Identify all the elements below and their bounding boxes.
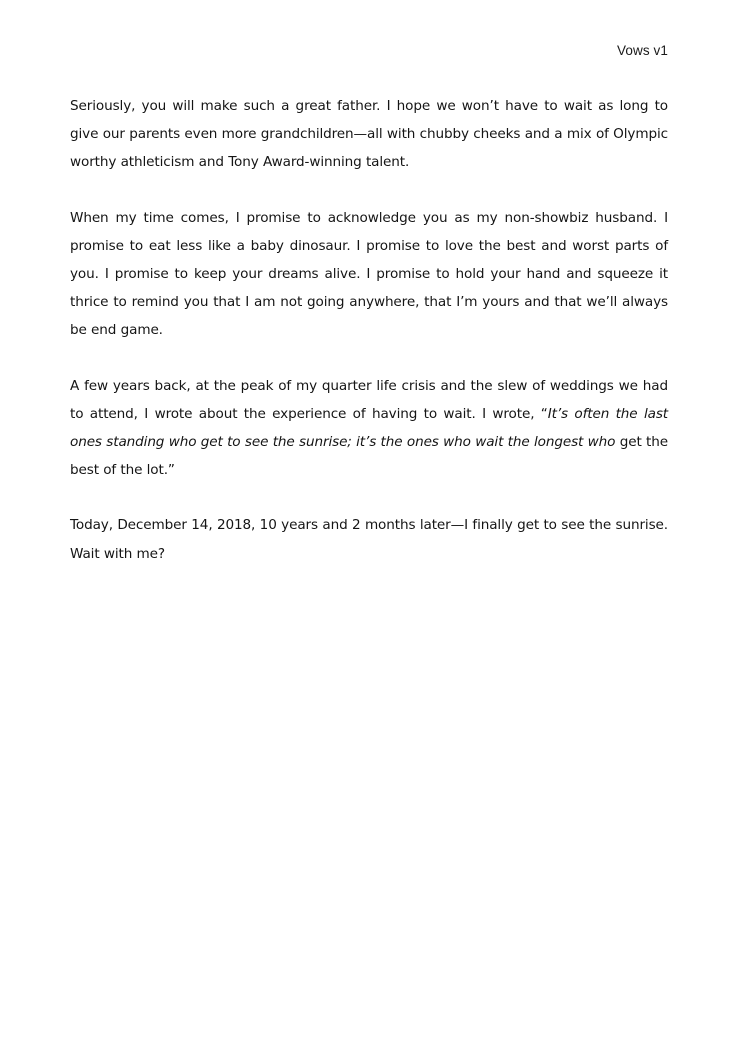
paragraph-1: Seriously, you will make such a great father. I hope we won’t have to wait as long to give our parents even more grandchildren—all with chubby cheeks and a mix of Olympic worthy athleticism and Tony Award-winning talent. bbox=[70, 98, 668, 171]
paragraph-2: When my time comes, I promise to acknowledge you as my non-showbiz husband. I promise to eat less like a baby dinosaur. I promise to love the best and worst parts of you. I promise to keep your dreams alive. I promise to hold your hand and squeeze it thrice to remind you that I am not going anywhere, that I’m yours and that we’ll always be end game. bbox=[70, 209, 668, 339]
paragraph-3 bbox=[70, 372, 668, 485]
paragraph-4: Today, December 14, 2018, 10 years and 2 months later—I finally get to see the sunrise. Wait with me? bbox=[70, 517, 668, 562]
header-title: Vows v1 bbox=[617, 43, 668, 58]
paragraph-3-lead: A few years back, at the peak of my quarter life crisis and the slew of weddings we had to attend, I wrote about the experience of having to wait. I wrote, “ bbox=[70, 377, 668, 422]
paragraph-3-tail: get the best of the lot.” bbox=[70, 434, 668, 479]
running-header bbox=[70, 40, 668, 60]
paragraph-3-quote-italic: It’s often the last ones standing who get to see the sunrise; it’s the ones who wait the longest who bbox=[70, 405, 668, 451]
document-body bbox=[70, 92, 668, 568]
